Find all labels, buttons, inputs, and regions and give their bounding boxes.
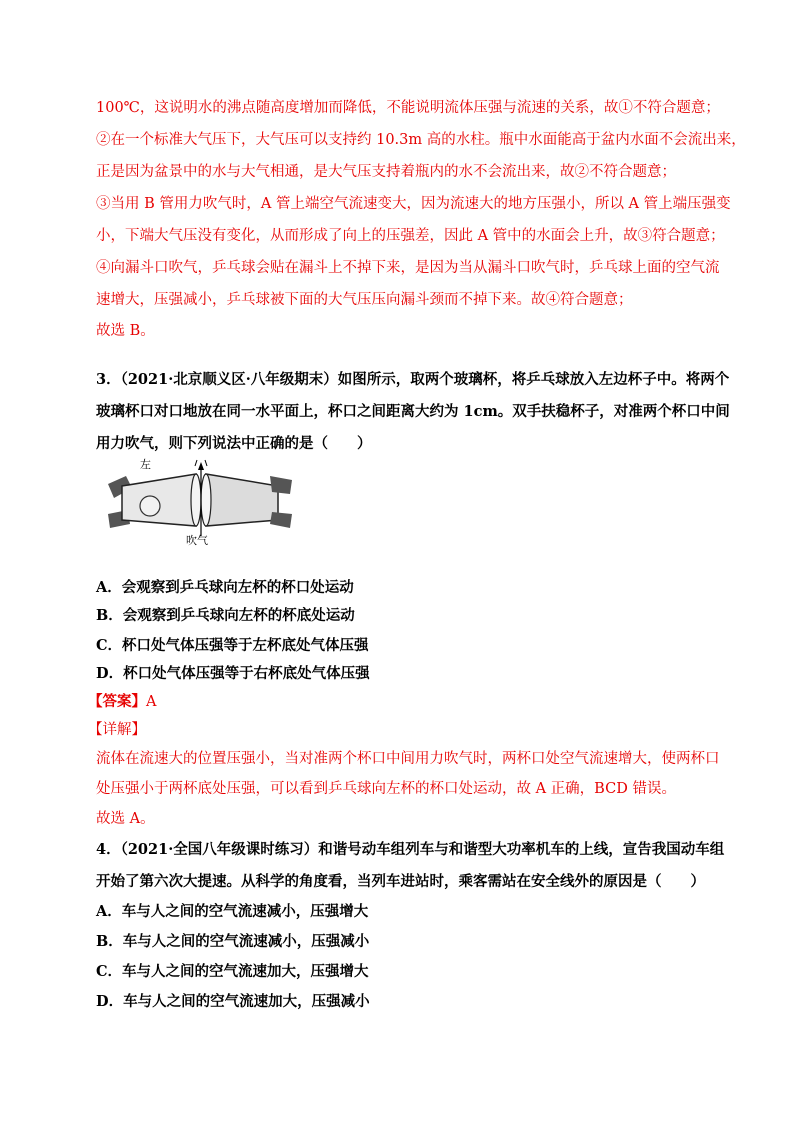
explanation-conclusion: 故选 B。 <box>96 323 155 339</box>
option-c: C．杯口处气体压强等于左杯底处气体压强 <box>96 637 369 654</box>
option-d: D．车与人之间的空气流速加大，压强减小 <box>96 993 370 1010</box>
question3-stem: 玻璃杯口对口地放在同一水平面上，杯口之间距离大约为 1cm。双手扶稳杯子，对准两个杯口中间 <box>96 403 730 420</box>
option-a: A．车与人之间的空气流速减小，压强增大 <box>96 903 369 920</box>
question3-stem: 3．（2021·北京顺义区·八年级期末）如图所示，取两个玻璃杯，将乒乓球放入左边杯子中。将两个 <box>96 371 730 388</box>
option-b: B．车与人之间的空气流速减小，压强减小 <box>96 933 370 950</box>
option-d: D．杯口处气体压强等于右杯底处气体压强 <box>96 665 370 682</box>
question3-stem: 用力吹气，则下列说法中正确的是（ ） <box>96 435 372 452</box>
question4-stem: 4．（2021·全国八年级课时练习）和谐号动车组列车与和谐型大功率机车的上线，宣告我国动车组 <box>96 841 725 858</box>
explanation-line: 速增大，压强减小，乒乓球被下面的大气压压向漏斗颈而不掉下来。故④符合题意； <box>96 292 633 308</box>
detail-tag: 【详解】 <box>88 722 146 738</box>
detail-conclusion: 故选 A。 <box>96 811 155 827</box>
answer-value: A <box>146 694 157 710</box>
figure-label-left: 左 <box>140 458 151 471</box>
explanation-line: 100℃，这说明水的沸点随高度增加而降低，不能说明流体压强与流速的关系，故①不符合题意； <box>96 100 720 116</box>
explanation-line: ③当用 B 管用力吹气时，A 管上端空气流速变大，因为流速大的地方压强小，所以 A 管上端压强变 <box>96 196 731 212</box>
option-a: A．会观察到乒乓球向左杯的杯口处运动 <box>96 579 354 596</box>
option-c: C．车与人之间的空气流速加大，压强增大 <box>96 963 369 980</box>
two-cups-figure <box>100 458 300 548</box>
explanation-line: ④向漏斗口吹气，乒乓球会贴在漏斗上不掉下来，是因为当从漏斗口吹气时，乒乓球上面的空气流 <box>96 260 720 276</box>
answer-tag: 【答案】 <box>88 693 146 710</box>
figure-label-blow: 吹气 <box>186 534 208 547</box>
option-b: B．会观察到乒乓球向左杯的杯底处运动 <box>96 607 355 624</box>
explanation-line: ②在一个标准大气压下，大气压可以支持约 10.3m 高的水柱。瓶中水面能高于盆内水面不会流出来， <box>96 132 746 148</box>
detail-line: 处压强小于两杯底处压强，可以看到乒乓球向左杯的杯口处运动，故 A 正确，BCD 错误。 <box>96 781 676 797</box>
detail-line: 流体在流速大的位置压强小，当对准两个杯口中间用力吹气时，两杯口处空气流速增大，使两杯口 <box>96 751 720 767</box>
explanation-line: 小，下端大气压没有变化，从而形成了向上的压强差，因此 A 管中的水面会上升，故③符合题意； <box>96 228 725 244</box>
question4-stem: 开始了第六次大提速。从科学的角度看，当列车进站时，乘客需站在安全线外的原因是（ ） <box>96 873 705 890</box>
answer-line <box>88 692 156 712</box>
explanation-line: 正是因为盆景中的水与大气相通，是大气压支持着瓶内的水不会流出来，故②不符合题意； <box>96 164 676 180</box>
